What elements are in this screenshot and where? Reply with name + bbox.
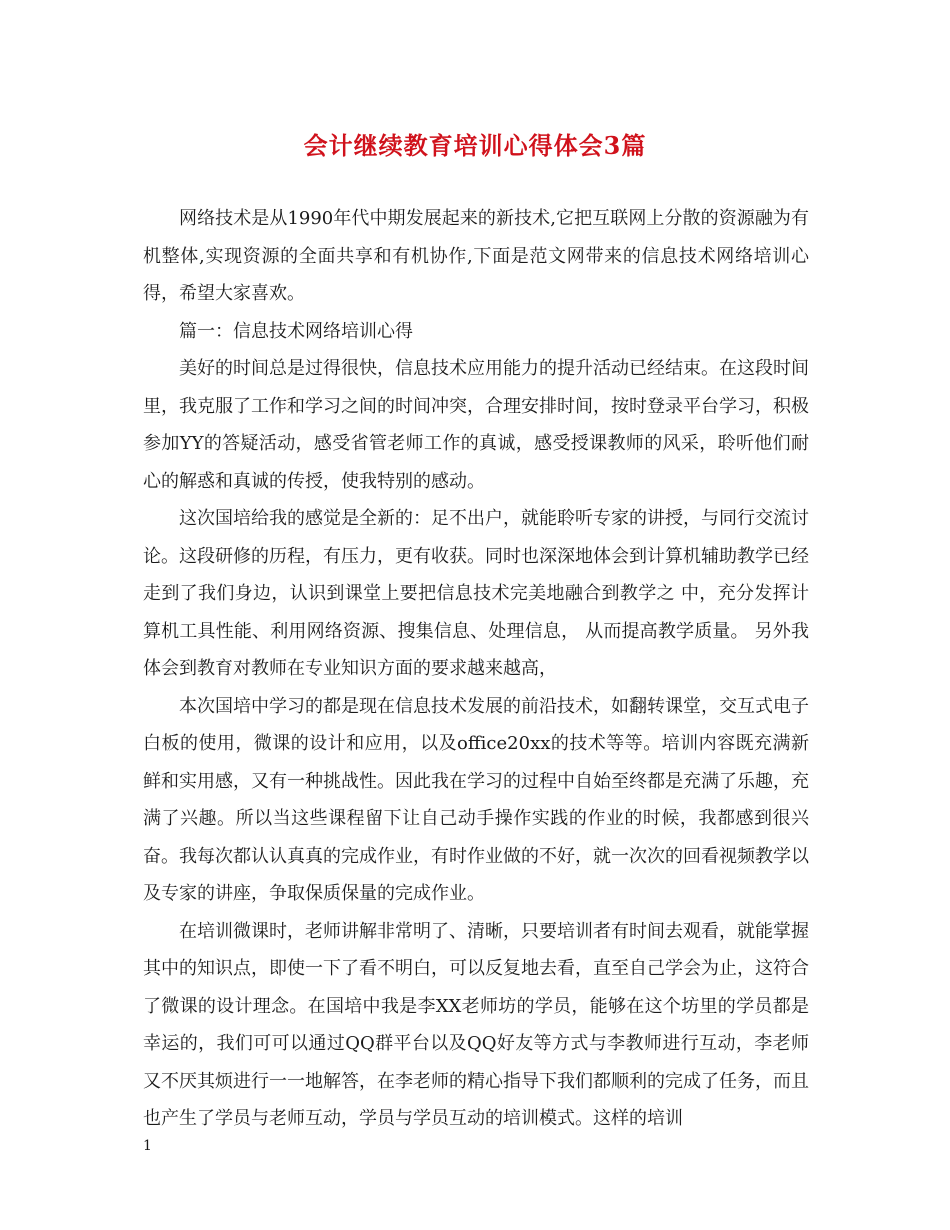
section-heading: 篇一：信息技术网络培训心得 [179, 320, 413, 342]
body-paragraph: 本次国培中学习的都是现在信息技术发展的前沿技术，如翻转课堂，交互式电子白板的使用，微课的设计和应用，以及office20xx的技术等等。培训内容既充满新鲜和实用感，又有一种挑战性。因此我在学习的过程中自始至终都是充满了乐趣，充满了兴趣。所以当这些课程留下让自己动手操作实践的作业的时候，我都感到很兴奋。我每次都认认真真的完成作业，有时作业做的不好，就一次次的回看视频教学以及专家的讲座，争取保质保量的完成作业。 [143, 695, 809, 904]
page-number: 1 [143, 1138, 152, 1154]
document-title: 会计继续教育培训心得体会3篇 [303, 131, 647, 160]
body-paragraph: 美好的时间总是过得很快，信息技术应用能力的提升活动已经结束。在这段时间里，我克服了工作和学习之间的时间冲突，合理安排时间，按时登录平台学习，积极参加YY的答疑活动，感受省管老师工作的真诚，感受授课教师的风采，聆听他们耐心的解惑和真诚的传授，使我特别的感动。 [143, 358, 809, 492]
body-paragraph: 这次国培给我的感觉是全新的：足不出户，就能聆听专家的讲授，与同行交流讨论。这段研修的历程，有压力，更有收获。同时也深深地体会到计算机辅助教学已经走到了我们身边，认识到课堂上要把信息技术完美地融合到教学之 中，充分发挥计算机工具性能、利用网络资源、搜集信息、处理信息， 从而提高教学质量。 另外我体会到教育对教师在专业知识方面的要求越来越高， [143, 508, 809, 679]
intro-paragraph: 网络技术是从1990年代中期发展起来的新技术,它把互联网上分散的资源融为有机整体,实现资源的全面共享和有机协作,下面是范文网带来的信息技术网络培训心得，希望大家喜欢。 [143, 208, 809, 304]
document-body [143, 200, 809, 1138]
body-paragraph: 在培训微课时，老师讲解非常明了、清晰，只要培训者有时间去观看，就能掌握其中的知识点，即使一下了看不明白，可以反复地去看，直至自己学会为止，这符合了微课的设计理念。在国培中我是李XX老师坊的学员，能够在这个坊里的学员都是幸运的，我们可可以通过QQ群平台以及QQ好友等方式与李教师进行互动，李老师又不厌其烦进行一一地解答，在李老师的精心指导下我们都顺利的完成了任务，而且也产生了学员与老师互动，学员与学员互动的培训模式。这样的培训 [143, 920, 809, 1129]
